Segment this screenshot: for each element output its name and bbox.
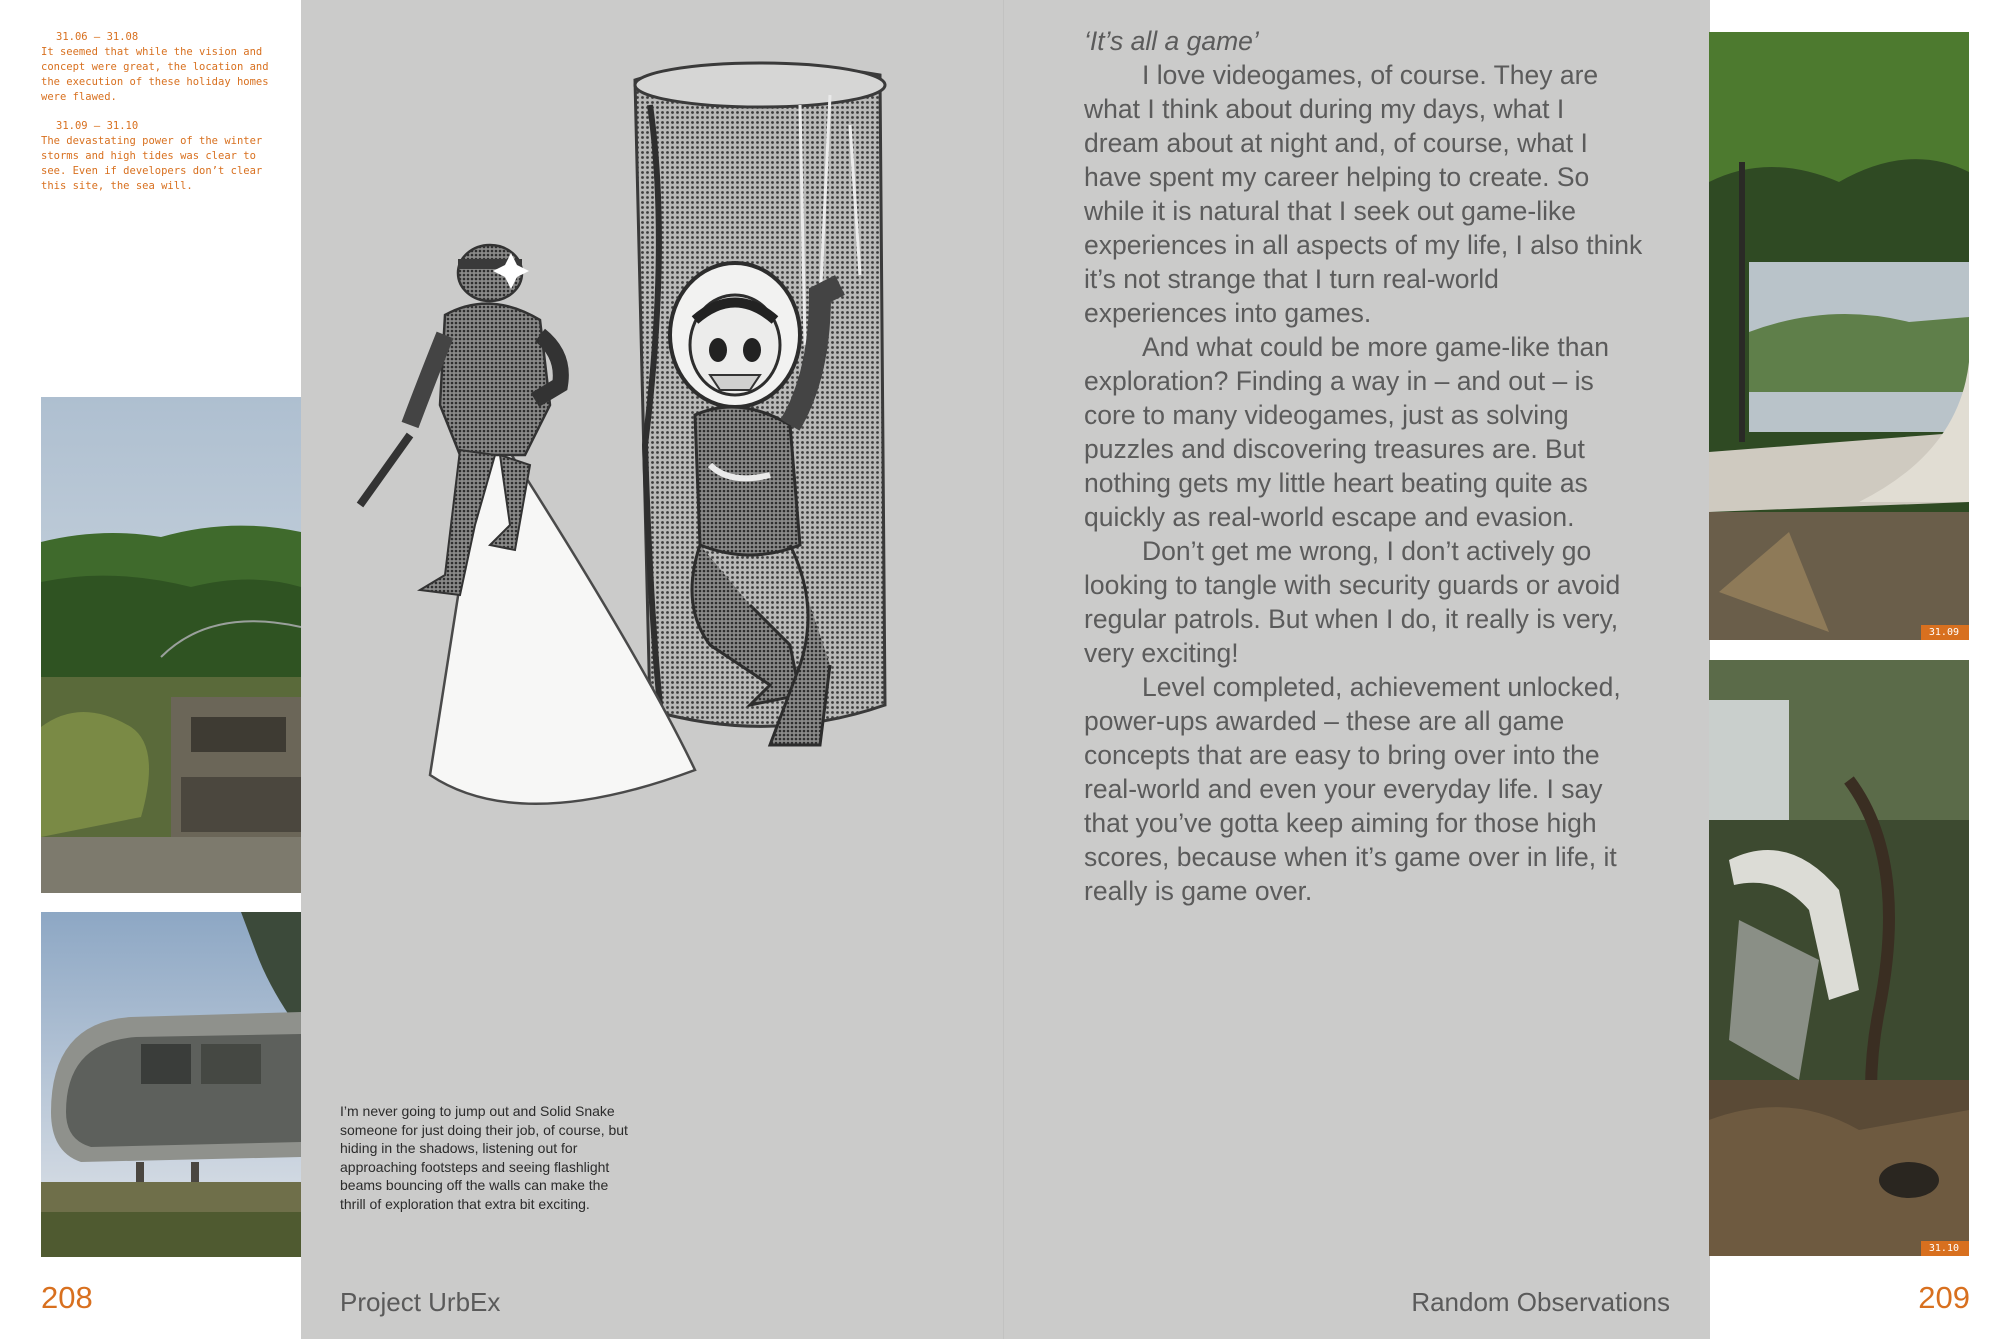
essay-paragraph-2: And what could be more game-like than exploration? Finding a way in – and out – is core to many videogames, just as solving puzzles and discovering treasures are. But nothing gets my little heart beating quite as quickly as real-world escape and evasion. xyxy=(1084,332,1609,532)
page-number-left: 208 xyxy=(41,1280,93,1315)
page-number-right: 209 xyxy=(1918,1280,1970,1315)
note-1 xyxy=(41,30,271,105)
note-2 xyxy=(41,119,271,194)
illustration-caption: I’m never going to jump out and Solid Snake someone for just doing their job, of course, but hiding in the shadows, listening out for approaching footsteps and seeing flashlight beams bouncing off the walls can make the thrill of exploration that extra bit exciting. xyxy=(340,1103,628,1212)
essay-body xyxy=(1084,24,1644,908)
photo-tag-31-10: 31.10 xyxy=(1921,1241,1969,1256)
note-1-date: 31.06 – 31.08 xyxy=(56,31,139,43)
essay-paragraph-3: Don’t get me wrong, I don’t actively go looking to tangle with security guards or avoid regular patrols. But when I do, it really is very, very exciting! xyxy=(1084,536,1621,668)
essay-title: ‘It’s all a game’ xyxy=(1084,26,1259,56)
note-2-date: 31.09 – 31.10 xyxy=(56,120,139,132)
photo-futuro-pod-house xyxy=(41,912,301,1257)
photo-ruined-villa-hillside xyxy=(41,397,301,893)
essay-paragraph-4: Level completed, achievement unlocked, power-ups awarded – these are all game concepts that are easy to bring over into the real-world and even your everyday life. I say that you’ve gotta keep aiming for those high scores, because when it’s game over in life, it really is game over. xyxy=(1084,672,1621,906)
note-2-text: The devastating power of the winter storms and high tides was clear to see. Even if developers don’t clear this site, the sea will. xyxy=(41,135,263,192)
running-head-left: Project UrbEx xyxy=(340,1287,501,1317)
photo-tag-31-09: 31.09 xyxy=(1921,625,1969,640)
photo-notes xyxy=(41,30,271,208)
running-head-right: Random Observations xyxy=(1411,1287,1670,1317)
photo-overgrown-interior xyxy=(1709,32,1969,640)
photo-collapsed-pod-wreck xyxy=(1709,660,1969,1256)
essay-paragraph-1: I love videogames, of course. They are what I think about during my days, what I dream about at night and, of course, what I have spent my career helping to create. So while it is natural that I seek out game-like experiences in all aspects of my life, I also think it’s not strange that I turn real-world experiences into games. xyxy=(1084,60,1643,328)
note-1-text: It seemed that while the vision and concept were great, the location and the execution of these holiday homes were flawed. xyxy=(41,46,269,103)
manga-illustration xyxy=(350,45,920,825)
